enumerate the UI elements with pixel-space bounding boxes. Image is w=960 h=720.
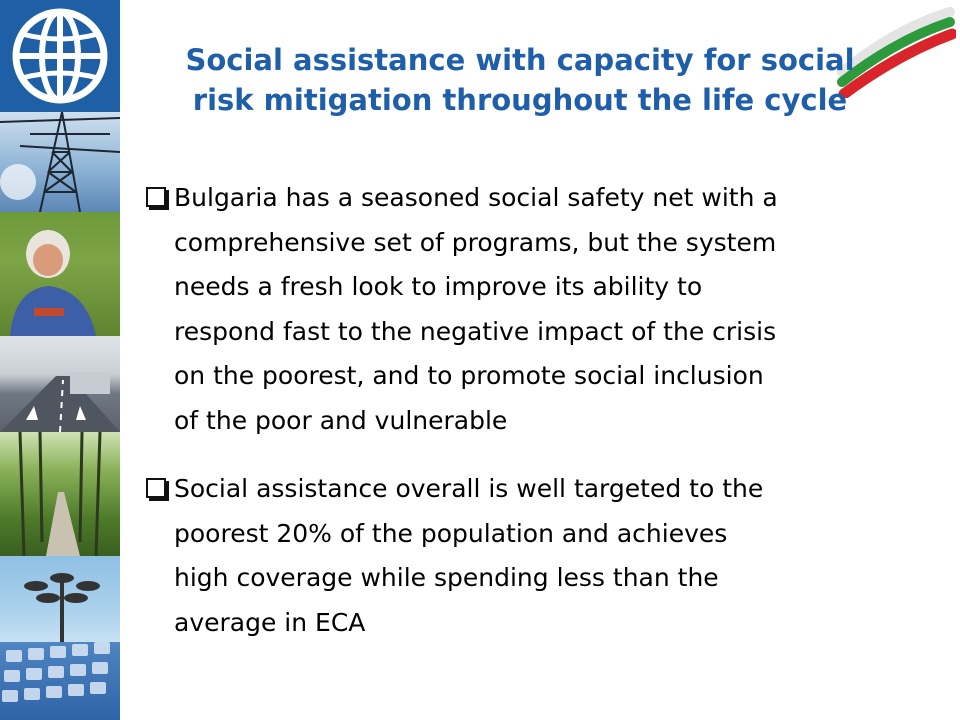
title-line-2: risk mitigation throughout the life cycle: [192, 83, 848, 117]
bullet-1-line-5: on the poorest, and to promote social inclusion: [174, 361, 764, 390]
bullet-1-line-6: of the poor and vulnerable: [174, 405, 508, 435]
bullet-item-1: [146, 176, 906, 443]
slide-title: [140, 40, 900, 120]
bullet-2-line-1: Social assistance overall is well targeted to the: [174, 474, 764, 503]
elderly-woman-photo: [0, 212, 120, 336]
checkbox-bullet-icon: [146, 187, 166, 207]
bullet-item-2: [146, 467, 906, 645]
bullet-2-line-2: poorest 20% of the population and achieves: [174, 518, 728, 548]
side-photo-strip: [0, 0, 120, 720]
highway-photo: [0, 336, 120, 432]
checkbox-bullet-icon: [146, 478, 166, 498]
bullet-1-line-2: comprehensive set of programs, but the system: [174, 227, 777, 257]
bullet-1-line-1: Bulgaria has a seasoned social safety net with a: [174, 183, 778, 212]
keyboard-photo: [0, 642, 120, 720]
world-bank-logo: [0, 0, 120, 112]
bullet-1-line-4: respond fast to the negative impact of the crisis: [174, 316, 777, 346]
bullet-2-line-3: high coverage while spending less than the: [174, 563, 719, 592]
title-line-1: Social assistance with capacity for social: [185, 43, 855, 77]
bullet-list: [146, 176, 906, 669]
street-lamp-photo: [0, 556, 120, 642]
bullet-2-line-4: average in ECA: [174, 607, 366, 637]
forest-path-photo: [0, 432, 120, 556]
power-tower-photo: [0, 112, 120, 212]
bullet-1-line-3: needs a fresh look to improve its ability to: [174, 272, 703, 301]
globe-logo-icon: [0, 0, 120, 112]
